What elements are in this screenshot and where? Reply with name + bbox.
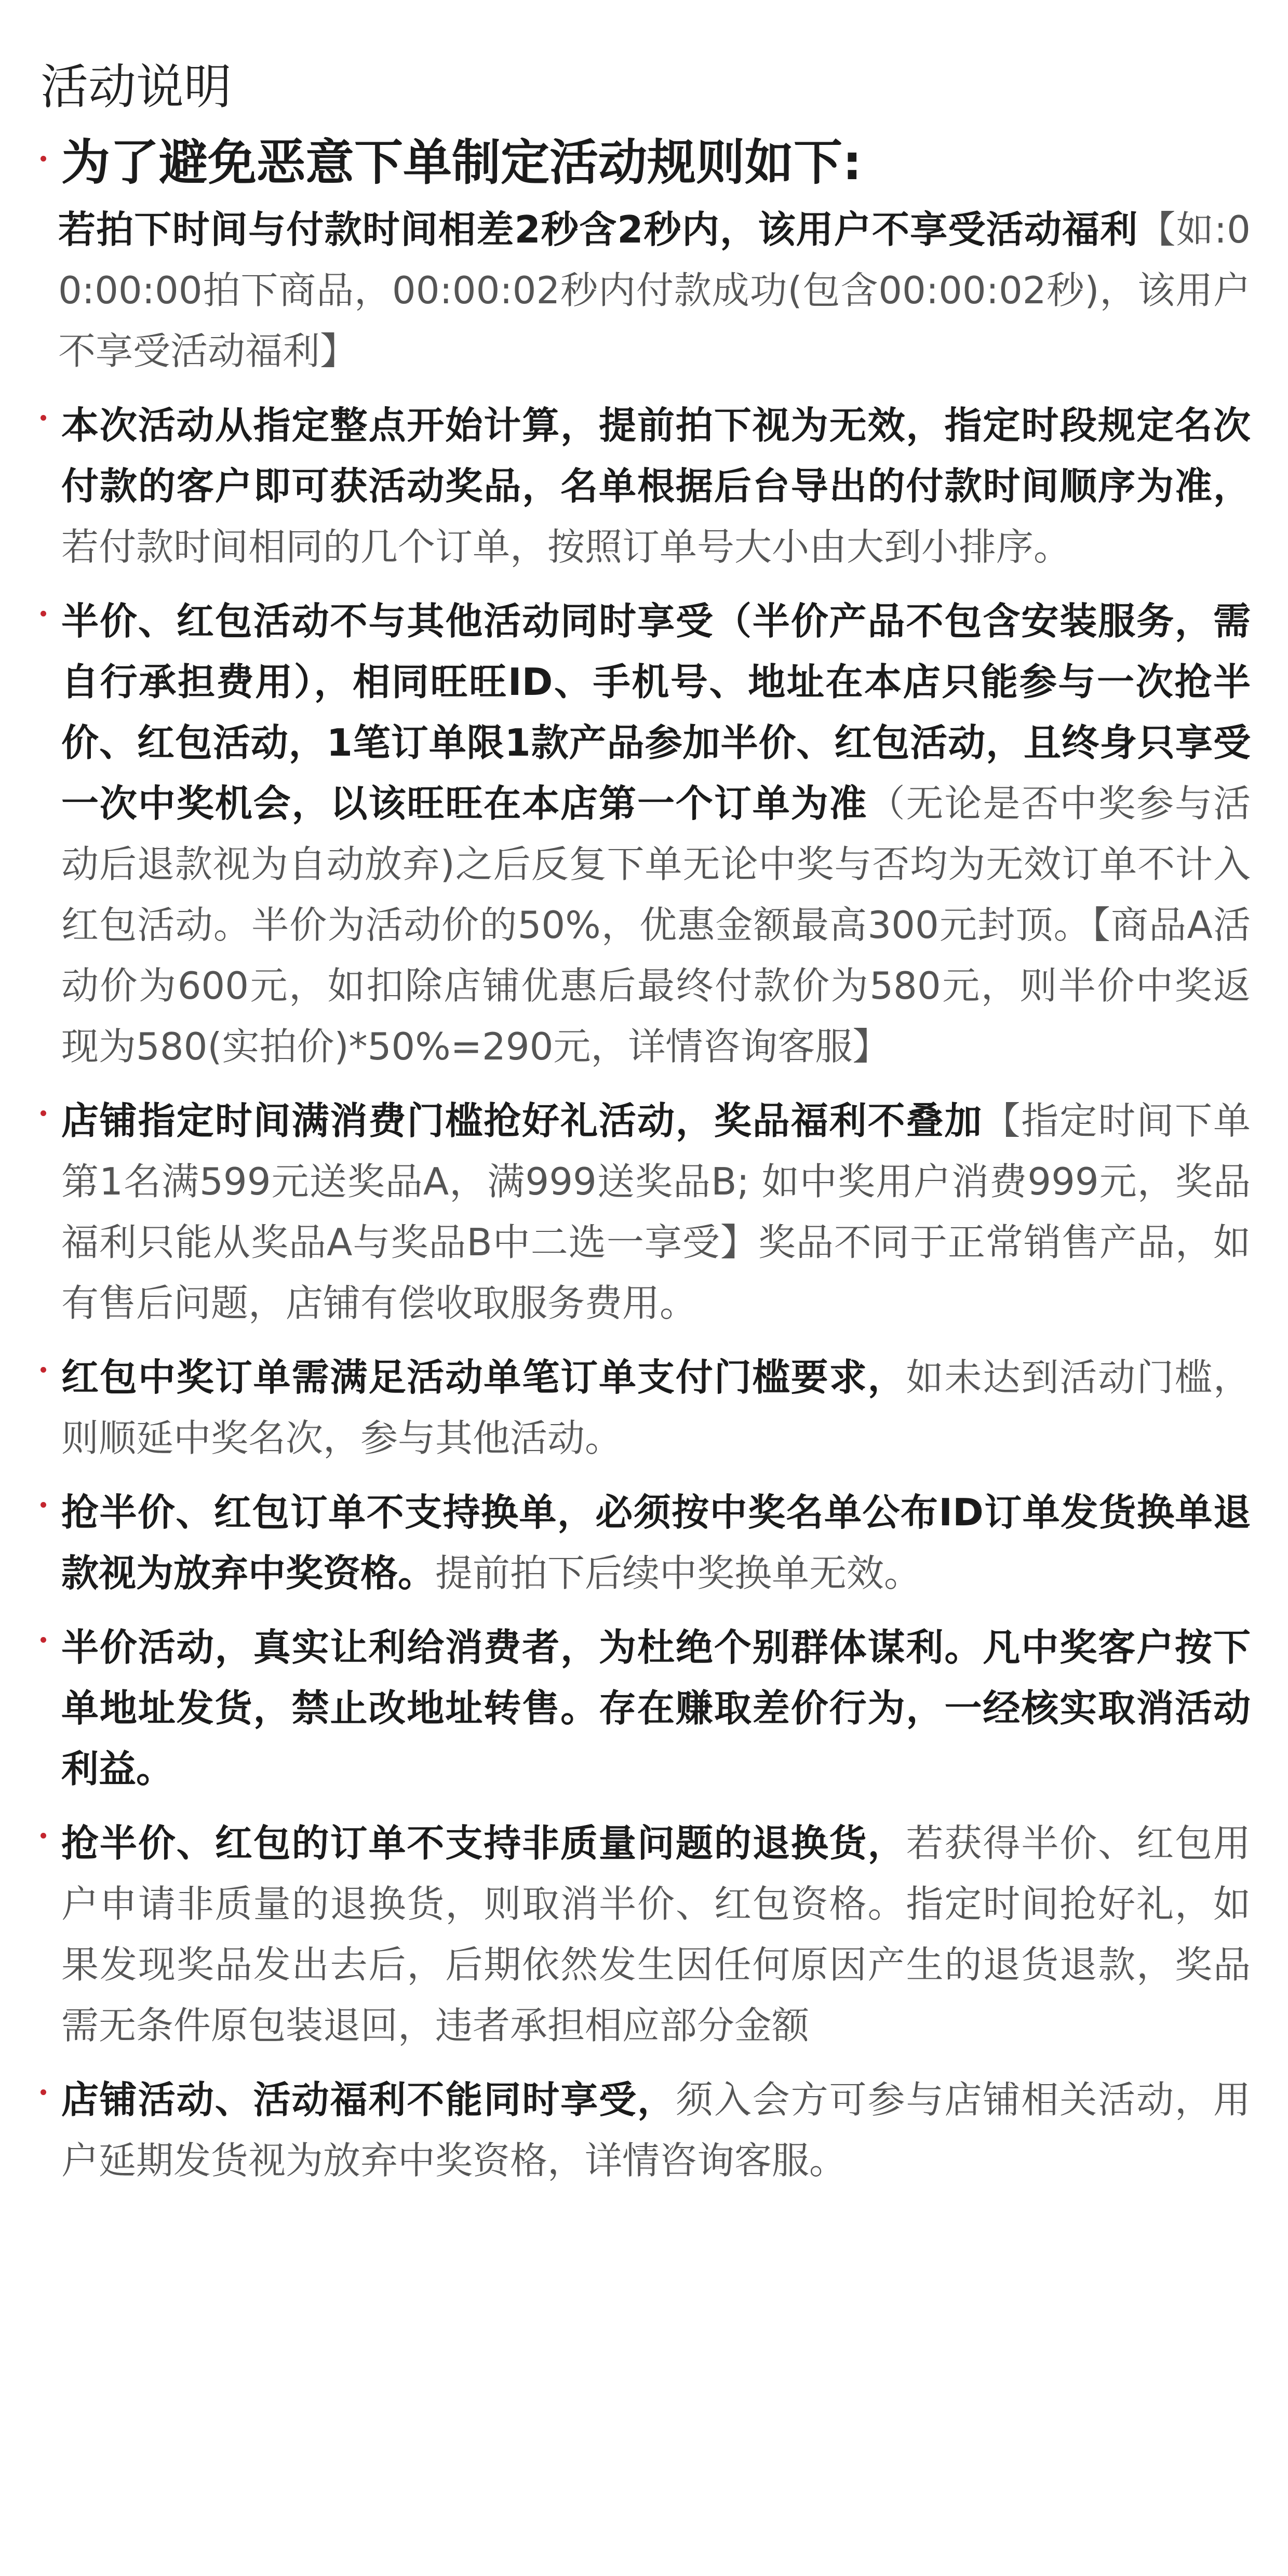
- bullet-icon: [41, 156, 46, 162]
- rule-emphasis: 店铺活动、活动福利不能同时享受，: [61, 2078, 676, 2122]
- bullet-icon: [41, 1502, 46, 1508]
- rule-emphasis: 红包中奖订单需满足活动单笔订单支付门槛要求，: [61, 1356, 906, 1399]
- rule-detail: 若获得半价、红包用户申请非质量的退换货，则取消半价、红包资格。指定时间抢好礼，如果发现奖品发出去后，后期依然发生因任何原因产生的退货退款，奖品需无条件原包装退回，违者承担相应部分金额: [61, 1821, 1251, 2047]
- bullet-icon: [41, 611, 46, 616]
- rule-emphasis: 半价活动，真实让利给消费者，为杜绝个别群体谋利。凡中奖客户按下单地址发货，禁止改地址转售。存在赚取差价行为，一经核实取消活动利益。: [61, 1626, 1251, 1791]
- rule-paragraph: [61, 1091, 1251, 1334]
- rule-item-1: [37, 395, 1251, 578]
- bullet-icon: [41, 1637, 46, 1643]
- bullet-icon: [41, 415, 46, 421]
- rule-emphasis: 半价、红包活动不与其他活动同时享受（半价产品不包含安装服务，需自行承担费用），相同旺旺ID、手机号、地址在本店只能参与一次抢半价、红包活动，1笔订单限1款产品参加半价、红包活动，且终身只享受一次中奖机会，以该旺旺在本店第一个订单为准: [61, 599, 1251, 825]
- rule-paragraph: [61, 1617, 1251, 1800]
- rule-detail: 若付款时间相同的几个订单，按照订单号大小由大到小排序。: [61, 525, 1071, 569]
- rule-detail: 如未达到活动门槛，则顺延中奖名次，参与其他活动。: [61, 1356, 1251, 1460]
- rule-emphasis: 抢半价、红包订单不支持换单，必须按中奖名单公布ID订单发货换单退款视为放弃中奖资格。: [61, 1491, 1251, 1595]
- rule-paragraph: [61, 395, 1251, 578]
- bullet-icon: [41, 2089, 46, 2095]
- rule-detail: 【如:00:00:00拍下商品，00:00:02秒内付款成功(包含00:00:02秒)，该用户不享受活动福利】: [58, 208, 1251, 373]
- page-title: 活动说明: [41, 59, 232, 115]
- rules-headline: [37, 127, 1251, 382]
- rule-paragraph: [58, 199, 1251, 382]
- rule-item-6: [37, 1617, 1251, 1800]
- rule-item-3: [37, 1091, 1251, 1334]
- rules-heading: 为了避免恶意下单制定活动规则如下:: [61, 135, 862, 191]
- rule-emphasis: 店铺指定时间满消费门槛抢好礼活动，奖品福利不叠加: [61, 1099, 983, 1143]
- rule-paragraph: [61, 2070, 1251, 2191]
- rule-item-8: [37, 2070, 1251, 2191]
- rule-detail: 【指定时间下单第1名满599元送奖品A，满999送奖品B; 如中奖用户消费999元，奖品福利只能从奖品A与奖品B中二选一享受】奖品不同于正常销售产品，如有售后问题，店铺有偿收取服务费用。: [61, 1099, 1251, 1325]
- rule-paragraph: [61, 591, 1251, 1077]
- rule-detail: （无论是否中奖参与活动后退款视为自动放弃)之后反复下单无论中奖与否均为无效订单不计入红包活动。半价为活动价的50%，优惠金额最高300元封顶。【商品A活动价为600元，如扣除店铺优惠后最终付款价为580元，则半价中奖返现为580(实拍价)*50%=290元，详情咨询客服】: [61, 782, 1251, 1068]
- rule-paragraph: [61, 1347, 1251, 1469]
- rule-item-5: [37, 1482, 1251, 1604]
- rule-detail: 提前拍下后续中奖换单无效。: [435, 1551, 922, 1595]
- bullet-icon: [41, 1833, 46, 1839]
- rule-emphasis: 本次活动从指定整点开始计算，提前拍下视为无效，指定时段规定名次付款的客户即可获活动奖品，名单根据后台导出的付款时间顺序为准，: [61, 404, 1251, 508]
- rule-paragraph: [61, 1482, 1251, 1604]
- rule-paragraph: [61, 1813, 1251, 2056]
- rule-detail: 须入会方可参与店铺相关活动，用户延期发货视为放弃中奖资格，详情咨询客服。: [61, 2078, 1251, 2182]
- rule-item-7: [37, 1813, 1251, 2056]
- bullet-icon: [41, 1110, 46, 1116]
- rule-emphasis: 若拍下时间与付款时间相差2秒含2秒内，该用户不享受活动福利: [58, 208, 1138, 251]
- bullet-icon: [41, 1367, 46, 1373]
- rule-emphasis: 抢半价、红包的订单不支持非质量问题的退换货，: [61, 1821, 906, 1865]
- rule-item-4: [37, 1347, 1251, 1469]
- rule-item-2: [37, 591, 1251, 1077]
